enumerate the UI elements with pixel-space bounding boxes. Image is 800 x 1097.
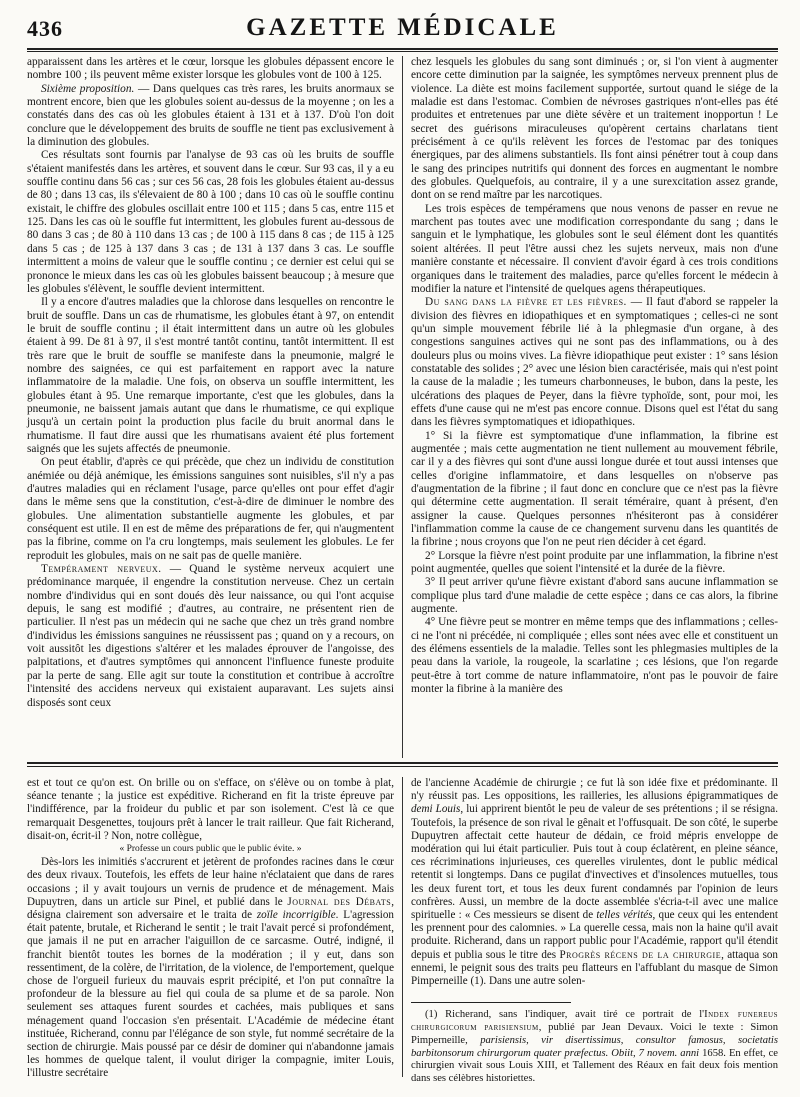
paragraph: Ces résultats sont fournis par l'analyse de 93 cas où les bruits de souffle s'étaient manifestés dans les artères, et souvent dans le cœur. Sur 93 cas, il y a eu souffle continu dans 56 cas ; sur ces 56 cas, 28 fois les globules étaient au-dessus de 80 ; dans 13 cas, ils s'élevaient de 80 à 100 ; dans 10 cas où le souffle continu existait, le chiffre des globules oscillait entre 100 et 115 ; dans 5 cas, entre 115 et 125. Dans les cas où le souffle fut intermittent, les globules furent au-dessous de 80 dans 3 cas ; de 80 à 110 dans 13 cas ; de 100 à 115 dans 8 cas ; de 115 à 125 dans 5 cas ; de 125 à 137 dans 3 cas ; de 131 à 137 dans 3 cas. Le souffle intermittent a moins de valeur que le souffle continu ; ce dernier est celui qui se prononce le mieux dans les cas où les globules baissent beaucoup ; à mesure que les globules s'élèvent, le souffle devient intermittent. (27, 149, 394, 295)
header-rule (27, 48, 778, 52)
page-number: 436 (27, 16, 63, 41)
section-heading: Sixième proposition. (41, 82, 135, 95)
book-title: Index funereus chirurgicorum parisiensium (411, 1009, 778, 1034)
column-divider (402, 56, 403, 758)
latin-quote: parisiensis, vir disertissimus, consultor famosus, societatis barbitonsorum chirurgorum quater præfectus. Obiit, 7 novem. anni (411, 1034, 778, 1059)
paragraph: On peut établir, d'après ce qui précède, que chez un individu de constitution anémiée ou déjà anémique, les émissions sanguines sont nuisibles, s'il n'y a pas d'autres maladies qui en réclament l'usage, parce qu'elles ont pour effet d'agir dans le même sens que la constitution, c'est-à-dire de diminuer le nombre des globules. Une alimentation substantielle augmente les globules, et par conséquent est utile. Il en est de même des préparations de fer, qui n'augmentent pas la fibrine, comme on l'a cru longtemps, mais seulement les globules. Le fer reproduit les globules, mais on ne sait pas de quelle manière. (27, 456, 394, 562)
paragraph: apparaissent dans les artères et le cœur, lorsque les globules dépassent encore le nombre 100 ; ils peuvent même exister lorsque les globules vont de 100 à 125. (27, 56, 394, 82)
paragraph: Tempérament nerveux. — Quand le système nerveux acquiert une prédominance marquée, il engendre la constitution nerveuse. Chez un certain nombre d'individus qui en sont doués dès leur naissance, ou qui l'ont acquise depuis, le sang est modifié ; d'autres, au contraire, ne présentent rien de particulier. Il n'est pas un médecin qui ne sache que chez un très grand nombre d'individus les émissions sanguines ne réussissent pas ; quand on y a recours, on voit aussitôt les digestions s'altérer et les malades éprouver de l'angoisse, des palpitations, et d'autres symptômes qui annoncent l'influence funeste produite par la perte de sang. Elle agit sur toute la constitution et contribue à accroître l'intensité des accidens nerveux qui existaient auparavant. Les sujets ainsi disposés sont ceux (27, 563, 394, 709)
feuilleton (27, 777, 778, 1085)
right-column (411, 56, 778, 758)
section-heading: Tempérament nerveux. (41, 563, 162, 576)
emphasis: telles vérités (596, 909, 653, 922)
paragraph: de l'ancienne Académie de chirurgie ; ce fut là son idée fixe et prédominante. Il n'y réussit pas. Les oppositions, les railleries, les allusions épigrammatiques de demi Louis, lui apprirent bientôt le peu de valeur de ses prétentions ; il se résigna. Toutefois, la présence de son rival le gênait et l'offusquait. De son côté, le superbe Dupuytren affectait cette hauteur de dédain, ce froid mépris enveloppe de modération qui lui était particulier. Puis tout à coup éclatèrent, en pleine séance, ces récriminations injurieuses, ces querelles virulentes, dont le public médical retentit si longtemps. Dans ce pugilat d'invectives et d'insolences mutuelles, tous les deux furent tort, et tous les deux furent condamnés par l'opinion de leurs confrères. Aussi, un membre de la docte assemblée s'écria-t-il avec une malice spirituelle : « Ces messieurs se disent de telles vérités, que ceux qui les entendent les prennent pour des calomnies. » La querelle cessa, mais non la haine qu'il avait produite. Richerand, dans un rapport public pour l'Académie, rapport qu'il étendit depuis et publia sous le titre des Progrès récens de la chirurgie, attaqua son ennemi, le peignit sous des traits peu flatteurs en l'affublant du masque de Simon Pimperneille (1). Dans une autre solen- (411, 777, 778, 988)
paragraph: 3° Il peut arriver qu'une fièvre existant d'abord sans aucune inflammation se complique plus tard d'une maladie de cette espèce ; dans ce cas alors, la fibrine augmente. (411, 576, 778, 616)
paragraph: Du sang dans la fièvre et les fièvres. — Il faut d'abord se rappeler la division des fièvres en idiopathiques et en symptomatiques ; celles-ci ne sont qu'un simple mouvement fébrile lié à la phlegmasie d'un organe, à des congestions sanguines actives qui ne sont pas des inflammations, ou à des douleurs plus ou moins vives. La fièvre idiopathique peut exister : 1° sans lésion constatable des solides ; 2° avec une lésion bien caractérisée, mais qui n'est point la cause de la maladie ; les tumeurs charbonneuses, le bubon, dans la peste, les ulcérations des plaques de Peyer, dans la fièvre typhoïde, sont, pour moi, les effets d'une cause qui ne m'est pas encore connue. Disons quel est l'état du sang dans les fièvres symptomatiques et idiopathiques. (411, 296, 778, 429)
paragraph: Dès-lors les inimitiés s'accrurent et jetèrent de profondes racines dans le cœur des deux rivaux. Toutefois, les effets de leur haine n'éclataient que dans de rares occasions ; il y avait toujours un vernis de prudence et de ménagement. Mais Dupuytren, dans un article sur Pinel, et publié dans le Journal des Débats, désigna clairement son adversaire et le traita de zoïle incorrigible. L'agression était patente, brutale, et Richerand le sentit ; le trait l'avait percé si profondément, que jamais il ne put en arracher l'aiguillon de ce sarcasme. Outré, indigné, il franchit bientôt toutes les bornes de la modération ; il y eut, dans son ressentiment, de la colère, de l'irritation, de la violence, de l'emportement, quelque chose de l'orgueil furieux du mauvais esprit précipité, et l'on put connaître la profondeur de la blessure au fiel qui coula de sa plume et de sa parole. Non seulement ses attaques furent sourdes et cachées, mais publiques et sans ménagement quand l'occasion s'en présentait. L'Académie de médecine étant instituée, Richerand, connu par l'élégance de son style, fut nommé secrétaire de la section de chirurgie. Mais poussé par ce désir de dominer qui n'abandonne jamais les hommes de quelque talent, il voulut diriger la compagnie, imiter Louis, l'illustre secrétaire (27, 856, 394, 1080)
emphasis: demi Louis (411, 803, 461, 816)
feuilleton-left-column (27, 777, 394, 1080)
paragraph: Il y a encore d'autres maladies que la chlorose dans lesquelles on rencontre le bruit de souffle. Dans un cas de rhumatisme, les globules étant à 97, on entendit le bruit de souffle continu ; il était intermittent dans un autre où les globules étaient à 99. De 81 à 97, il s'est montré tantôt continu, tantôt intermittent. Il est très rare que le bruit de souffle se manifeste dans la pneumonie, malgré le nombre des saignées, ce qui est parfaitement en rapport avec la nature inflammatoire de la maladie. Une fois, on observa un souffle intermittent, les globules étant à 95. Une remarque importante, c'est que les globules, dans la pneumonie, ne baissent jamais autant que dans le rhumatisme, ce qui explique jusqu'à un certain point la production plus facile du bruit anormal dans le rhumatisme. Il faut dire aussi que les rhumatisans avaient été plus fortement saignés que les sujets affectés de pneumonie. (27, 296, 394, 455)
section-heading: Du sang dans la fièvre et les fièvres. (425, 296, 627, 309)
column-divider (402, 777, 403, 1077)
journal-title: Journal des Débats (287, 895, 392, 908)
paragraph: est et tout ce qu'on est. On brille ou on s'efface, on s'élève ou on tombe à plat, séance tenante ; la justice est expéditive. Richerand en fit la triste épreuve par l'indifférence, par la froideur du public et par son isolement. C'est là ce que remarquait Desgenettes, toujours prêt à lancer le trait railleur. Que fait Richerand, disait-on, écrit-il ? Non, notre collègue, (27, 777, 394, 842)
paragraph: 4° Une fièvre peut se montrer en même temps que des inflammations ; celles-ci ne l'ont ni précédée, ni compliquée ; elles sont nées avec elle et constituent un des élémens essentiels de la maladie. Telles sont les phlegmasies multiples de la peau dans la variole, la rougeole, la scarlatine ; ces lésions, que l'on regarde peut-être à tort comme de nature inflammatoire, n'ont pas le pouvoir de faire monter la fibrine à la manière des (411, 616, 778, 696)
paragraph: Sixième proposition. — Dans quelques cas très rares, les bruits anormaux se montrent encore, bien que les globules soient au-dessus de la moyenne ; on les a constatés dans des cas où les globules étaient à 131 et à 137. D'où l'on doit conclure que le développement des bruits de souffle ne tient pas exclusivement à la diminution des globules. (27, 82, 394, 149)
paragraph: chez lesquels les globules du sang sont diminués ; or, si l'on vient à augmenter encore cette diminution par la saignée, les symptômes nerveux prennent plus de violence. La diète est moins facilement supportée, surtout quand le siége de la maladie est dans l'estomac. Combien de névroses gastriques n'ont-elles pas été produites et entretenues par une diète sévère et un traitement inopportun ! Le secret des guérisons miraculeuses qu'opèrent certains charlatans tient précisément à ce qu'ils relèvent les forces de l'estomac par des toniques énergiques, par des alimens substantiels. Ils font ainsi pénétrer tout à coup dans le sang des principes nutritifs qui donnent des forces en augmentant le nombre des globules. Quelquefois, au contraire, il y a une surexcitation assez grande, dont on se rend maître par les narcotiques. (411, 56, 778, 202)
footnote-rule (411, 1002, 571, 1003)
emphasis: zoïle incorrigible (256, 909, 336, 922)
left-column (27, 56, 394, 758)
quotation: « Professe un cours public que le public évite. » (119, 844, 302, 855)
paragraph: 2° Lorsque la fièvre n'est point produite par une inflammation, la fibrine n'est point augmentée, quelles que soient l'intensité et la durée de la fièvre. (411, 549, 778, 576)
paragraph: 1° Si la fièvre est symptomatique d'une inflammation, la fibrine est augmentée ; mais cette augmentation ne tient nullement au mouvement fébrile, car il y a des fièvres qui sont d'une aussi longue durée et tout aussi intenses que celles d'origine inflammatoire, et dans lesquelles on n'observe pas d'augmentation de la fibrine ; il faut donc en conclure que ce n'est pas la fièvre qui détermine cette augmentation. Il serait téméraire, quant à présent, d'en assigner la cause. Quelques personnes n'hésiteront pas à considérer l'inflammation comme la cause de ce changement survenu dans les quantités de la fibrine ; nous croyons que l'on ne peut rien décider à cet égard. (411, 429, 778, 549)
page-header (27, 14, 778, 48)
paragraph: Les trois espèces de tempéramens que nous venons de passer en revue ne marchent pas toutes avec une modification correspondante du sang ; dans le sanguin et le lymphatique, les globules sont le seul élément dont les quantités soient altérées. Il peut l'être aussi chez les sujets nerveux, mais non d'une manière constante et nécessaire. Il convient d'avoir égard à ces trois conditions organiques dans le traitement des maladies, parce qu'elles forcent le médecin à modifier la nature et l'intensité de quelques agens thérapeutiques. (411, 202, 778, 295)
main-article (27, 56, 778, 758)
feuilleton-separator (27, 762, 778, 767)
page-title: GAZETTE MÉDICALE (246, 14, 559, 41)
footnote: (1) Richerand, sans l'indiquer, avait tiré ce portrait de l'Index funereus chirurgicorum parisiensium, publié par Jean Devaux. Voici le texte : Simon Pimperneille, parisiensis, vir disertissimus, consultor famosus, societatis barbitonsorum chirurgorum quater præfectus. Obiit, 7 novem. anni 1658. En effet, ce chirurgien vivait sous Louis XIII, et Tallement des Réaux en fait deux fois mention dans ses célèbres historiettes. (411, 1009, 778, 1085)
book-title: Progrès récens de la chirurgie (559, 948, 722, 961)
feuilleton-right-column (411, 777, 778, 1085)
